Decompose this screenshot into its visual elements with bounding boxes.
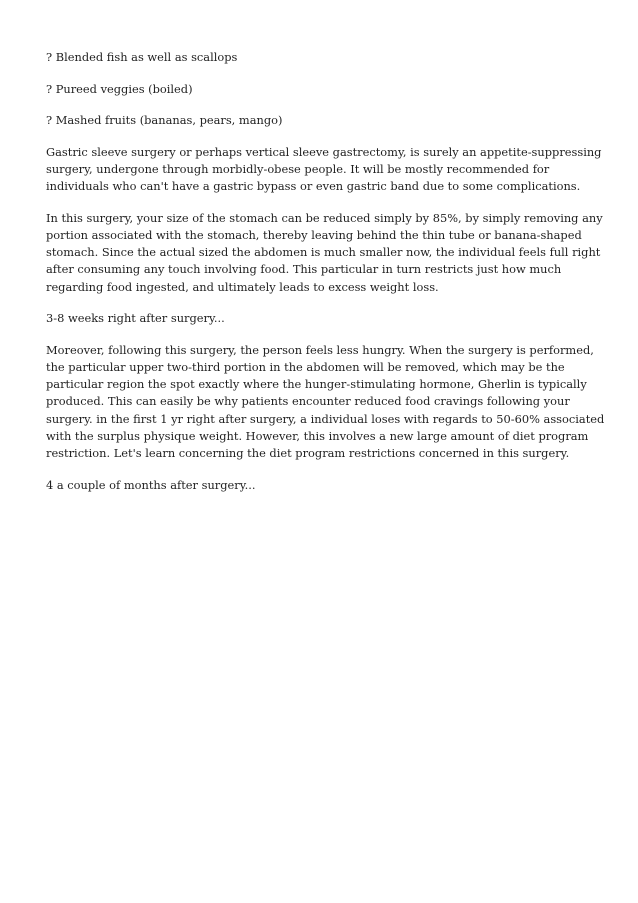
paragraph-hunger-reduction: Moreover, following this surgery, the person feels less hungry. When the surgery is performed, the particular upper two-third portion in the abdomen will be removed, which may be the particular region the spot exactly where the hunger-stimulating hormone, Gherlin is typically produced. This can easily be why patients encounter reduced food cravings following your surgery. in the first 1 yr right after surgery, a individual loses with regards to 50-60% associated with the surplus physique weight. However, this involves a new large amount of diet program restriction. Let's learn concerning the diet program restrictions concerned in this surgery.	[46, 342, 605, 460]
list-item-mashed-fruits: ? Mashed fruits (bananas, pears, mango)	[46, 113, 283, 128]
section-heading-4-months: 4 a couple of months after surgery...	[46, 477, 256, 492]
paragraph-surgery-description: In this surgery, your size of the stomach can be reduced simply by 85%, by simply removing any portion associated with the stomach, thereby leaving behind the thin tube or banana-shaped stomach. Since the actual sized the abdomen is much smaller now, the individual feels full right after consuming any touch involving food. This particular in turn restricts just how much regarding food ingested, and ultimately leads to excess weight loss.	[46, 210, 603, 294]
paragraph-gastric-sleeve-intro: Gastric sleeve surgery or perhaps vertical sleeve gastrectomy, is surely an appetite-suppressing surgery, undergone through morbidly-obese people. It will be mostly recommended for individuals who can't have a gastric bypass or even gastric band due to some complications.	[46, 144, 602, 194]
section-heading-3-8-weeks: 3-8 weeks right after surgery...	[46, 311, 225, 326]
document-page	[46, 49, 606, 508]
list-item-pureed-veggies: ? Pureed veggies (boiled)	[46, 81, 193, 96]
list-item-blended-fish: ? Blended fish as well as scallops	[46, 50, 238, 64]
